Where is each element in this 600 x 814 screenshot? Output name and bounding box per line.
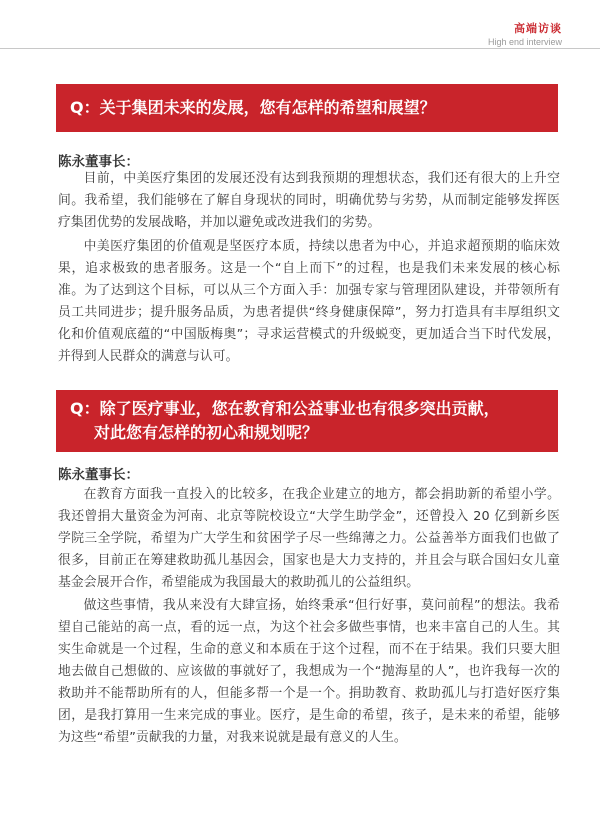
question-banner-1 [56,84,558,132]
question-banner-2 [56,390,558,452]
header-title-cn: 高端访谈 [514,22,562,35]
answer-paragraph: 中美医疗集团的价值观是坚医疗本质，持续以患者为中心，并追求超预期的临床效果，追求极致的患者服务。这是一个“自上而下”的过程，也是我们未来发展的核心标准。为了达到这个目标，可以从三个方面入手：加强专家与管理团队建设，并带领所有员工共同进步；提升服务品质，为患者提供“终身健康保障”，努力打造具有丰厚组织文化和价值观底蕴的“中国版梅奥”；寻求运营模式的升级蜕变，更加适合当下时代发展，并得到人民群众的满意与认可。 [58,239,560,364]
speaker-name-1: 陈永董事长： [58,154,139,170]
answer-paragraph: 目前，中美医疗集团的发展还没有达到我预期的理想状态，我们还有很大的上升空间。我希望，我们能够在了解自身现状的同时，明确优势与劣势，从而制定能够发挥医疗集团优势的发展战略，并加以避免或改进我们的劣势。 [58,171,560,230]
question-text-1: Q：关于集团未来的发展，您有怎样的希望和展望？ [70,98,436,117]
header-divider [0,48,600,49]
answer-paragraph: 在教育方面我一直投入的比较多，在我企业建立的地方，都会捐助新的希望小学。我还曾捐大量资金为河南、北京等院校设立“大学生助学金”，还曾投入 20 亿到新乡医学院三全学院，希望为广大学生和贫困学子尽一些绵薄之力。公益善举方面我们也做了很多，目前正在筹建救助孤儿基因会，国家也是大力支持的，并且会与联合国妇女儿童基金会展开合作，希望能成为我国最大的救助孤儿的公益组织。 [58,487,560,590]
header-title-en: High end interview [487,37,562,47]
answer-paragraph: 做这些事情，我从来没有大肆宣扬，始终秉承“但行好事，莫问前程”的想法。我希望自己能站的高一点，看的远一点，为这个社会多做些事情，也来丰富自己的人生。其实生命就是一个过程，生命的意义和本质在于这个过程，而不在于结果。我们只要大胆地去做自己想做的、应该做的事就好了，我想成为一个“抛海星的人”，也许我每一次的救助并不能帮助所有的人，但能多帮一个是一个。捐助教育、救助孤儿与打造好医疗集团，是我打算用一生来完成的事业。医疗，是生命的希望，孩子，是未来的希望，能够为这些“希望”贡献我的力量，对我来说就是最有意义的人生。 [58,598,560,745]
speaker-name-2: 陈永董事长： [58,467,139,483]
question-text-2-line2: 对此您有怎样的初心和规划呢？ [94,423,319,442]
question-text-2-line1: Q：除了医疗事业，您在教育和公益事业也有很多突出贡献， [70,399,500,418]
header-label [488,20,562,47]
